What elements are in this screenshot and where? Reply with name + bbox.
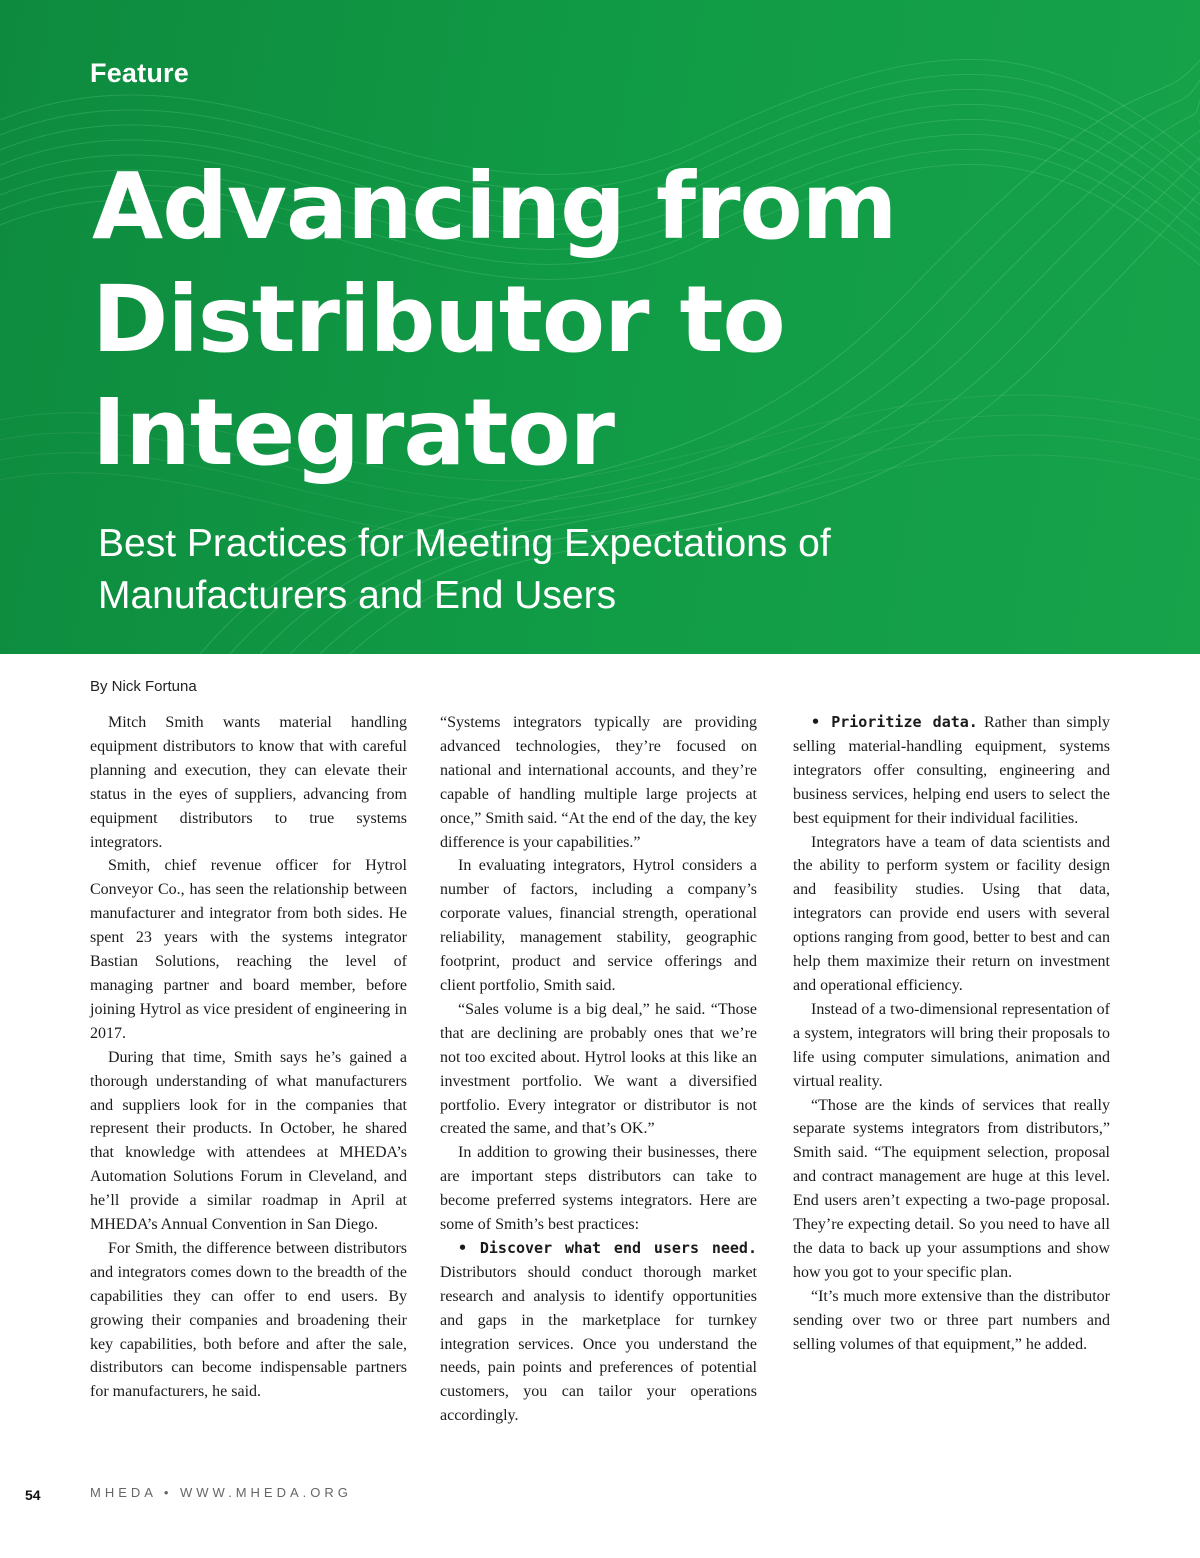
bullet-lead: • Discover what end users need. [458,1238,757,1257]
bullet-paragraph [440,1237,757,1428]
article-title [92,150,1092,489]
bullet-body: Distributors should conduct thorough market research and analysis to identify opportunities and gaps in the marketplace for turnkey integration services. Once you understand the needs, pain points and preferences of potential customers, you can tailor your operations accordingly. [440,1263,757,1425]
subtitle-line: Best Practices for Meeting Expectations of [98,522,831,565]
byline: By Nick Fortuna [90,678,197,695]
article-subtitle [98,518,1098,622]
paragraph: Mitch Smith wants material handling equipment distributors to know that with careful planning and execution, they can elevate their status in the eyes of suppliers, advancing from equipment distributors to true systems integrators. [90,714,407,851]
body-column-1 [90,711,407,1404]
paragraph: Integrators have a team of data scientists and the ability to perform system or facility design and feasibility studies. Using that data, integrators can provide end users with several options ranging from good, better to best and can help them maximize their return on investment and operational efficiency. [793,833,1110,994]
section-kicker: Feature [90,58,189,88]
subtitle-line: Manufacturers and End Users [98,574,617,617]
bullet-lead: • Prioritize data. [811,713,978,731]
title-line: Integrator [92,379,614,486]
title-line: Advancing from [92,153,897,260]
paragraph: During that time, Smith says he’s gained a thorough understanding of what manufacturers and suppliers look for in the companies that represent their products. In October, he shared that knowledge with attendees at MHEDA’s Automation Solutions Forum in Cleveland, and he’ll provide a similar roadmap in April at MHEDA’s Annual Convention in San Diego. [90,1048,407,1234]
hero-banner [0,0,1200,654]
paragraph: “It’s much more extensive than the distributor sending over two or three part numbers and selling volumes of that equipment,” he added. [793,1287,1110,1353]
title-line: Distributor to [92,266,785,373]
paragraph: “Sales volume is a big deal,” he said. “Those that are declining are probably ones that we’re not too excited about. Hytrol looks at this like an investment portfolio. We want a diversified portfolio. Every integrator or distributor is not created the same, and that’s OK.” [440,1000,757,1138]
body-column-2 [440,711,757,1428]
paragraph: In addition to growing their businesses, there are important steps distributors can take to become preferred systems integrators. Here are some of Smith’s best practices: [440,1144,757,1234]
bullet-paragraph [793,711,1110,831]
page-number: 54 [25,1487,41,1503]
publication-footer: MHEDA • WWW.MHEDA.ORG [90,1485,352,1500]
paragraph: “Systems integrators typically are providing advanced technologies, they’re focused on national and international accounts, and they’re capable of handling multiple large projects at once,” Smith said. “At the end of the day, the key difference is your capabilities.” [440,714,757,851]
paragraph: For Smith, the difference between distributors and integrators comes down to the breadth of the capabilities they can offer to end users. By growing their companies and broadening their key capabilities, both before and after the sale, distributors can become indispensable partners for manufacturers, he said. [90,1239,407,1401]
paragraph: Smith, chief revenue officer for Hytrol Conveyor Co., has seen the relationship between manufacturer and integrator from both sides. He spent 23 years with the systems integrator Bastian Solutions, reaching the level of managing partner and board member, before joining Hytrol as vice president of engineering in 2017. [90,857,407,1042]
bullet-body: Rather than simply selling material-handling equipment, systems integrators offer consulting, engineering and business services, helping end users to select the best equipment for their individual facilities. [793,714,1110,827]
paragraph: “Those are the kinds of services that really separate systems integrators from distributors,” Smith said. “The equipment selection, proposal and contract management are huge at this level. End users aren’t expecting a two-page proposal. They’re expecting detail. So you need to have all the data to back up your assumptions and show how you got to your specific plan. [793,1096,1110,1281]
paragraph: Instead of a two-dimensional representation of a system, integrators will bring their proposals to life using computer simulations, animation and virtual reality. [793,1000,1110,1090]
paragraph: In evaluating integrators, Hytrol considers a number of factors, including a company’s corporate values, financial strength, operational reliability, management stability, geographic footprint, product and service offerings and client portfolio, Smith said. [440,857,757,994]
body-column-3 [793,711,1110,1356]
